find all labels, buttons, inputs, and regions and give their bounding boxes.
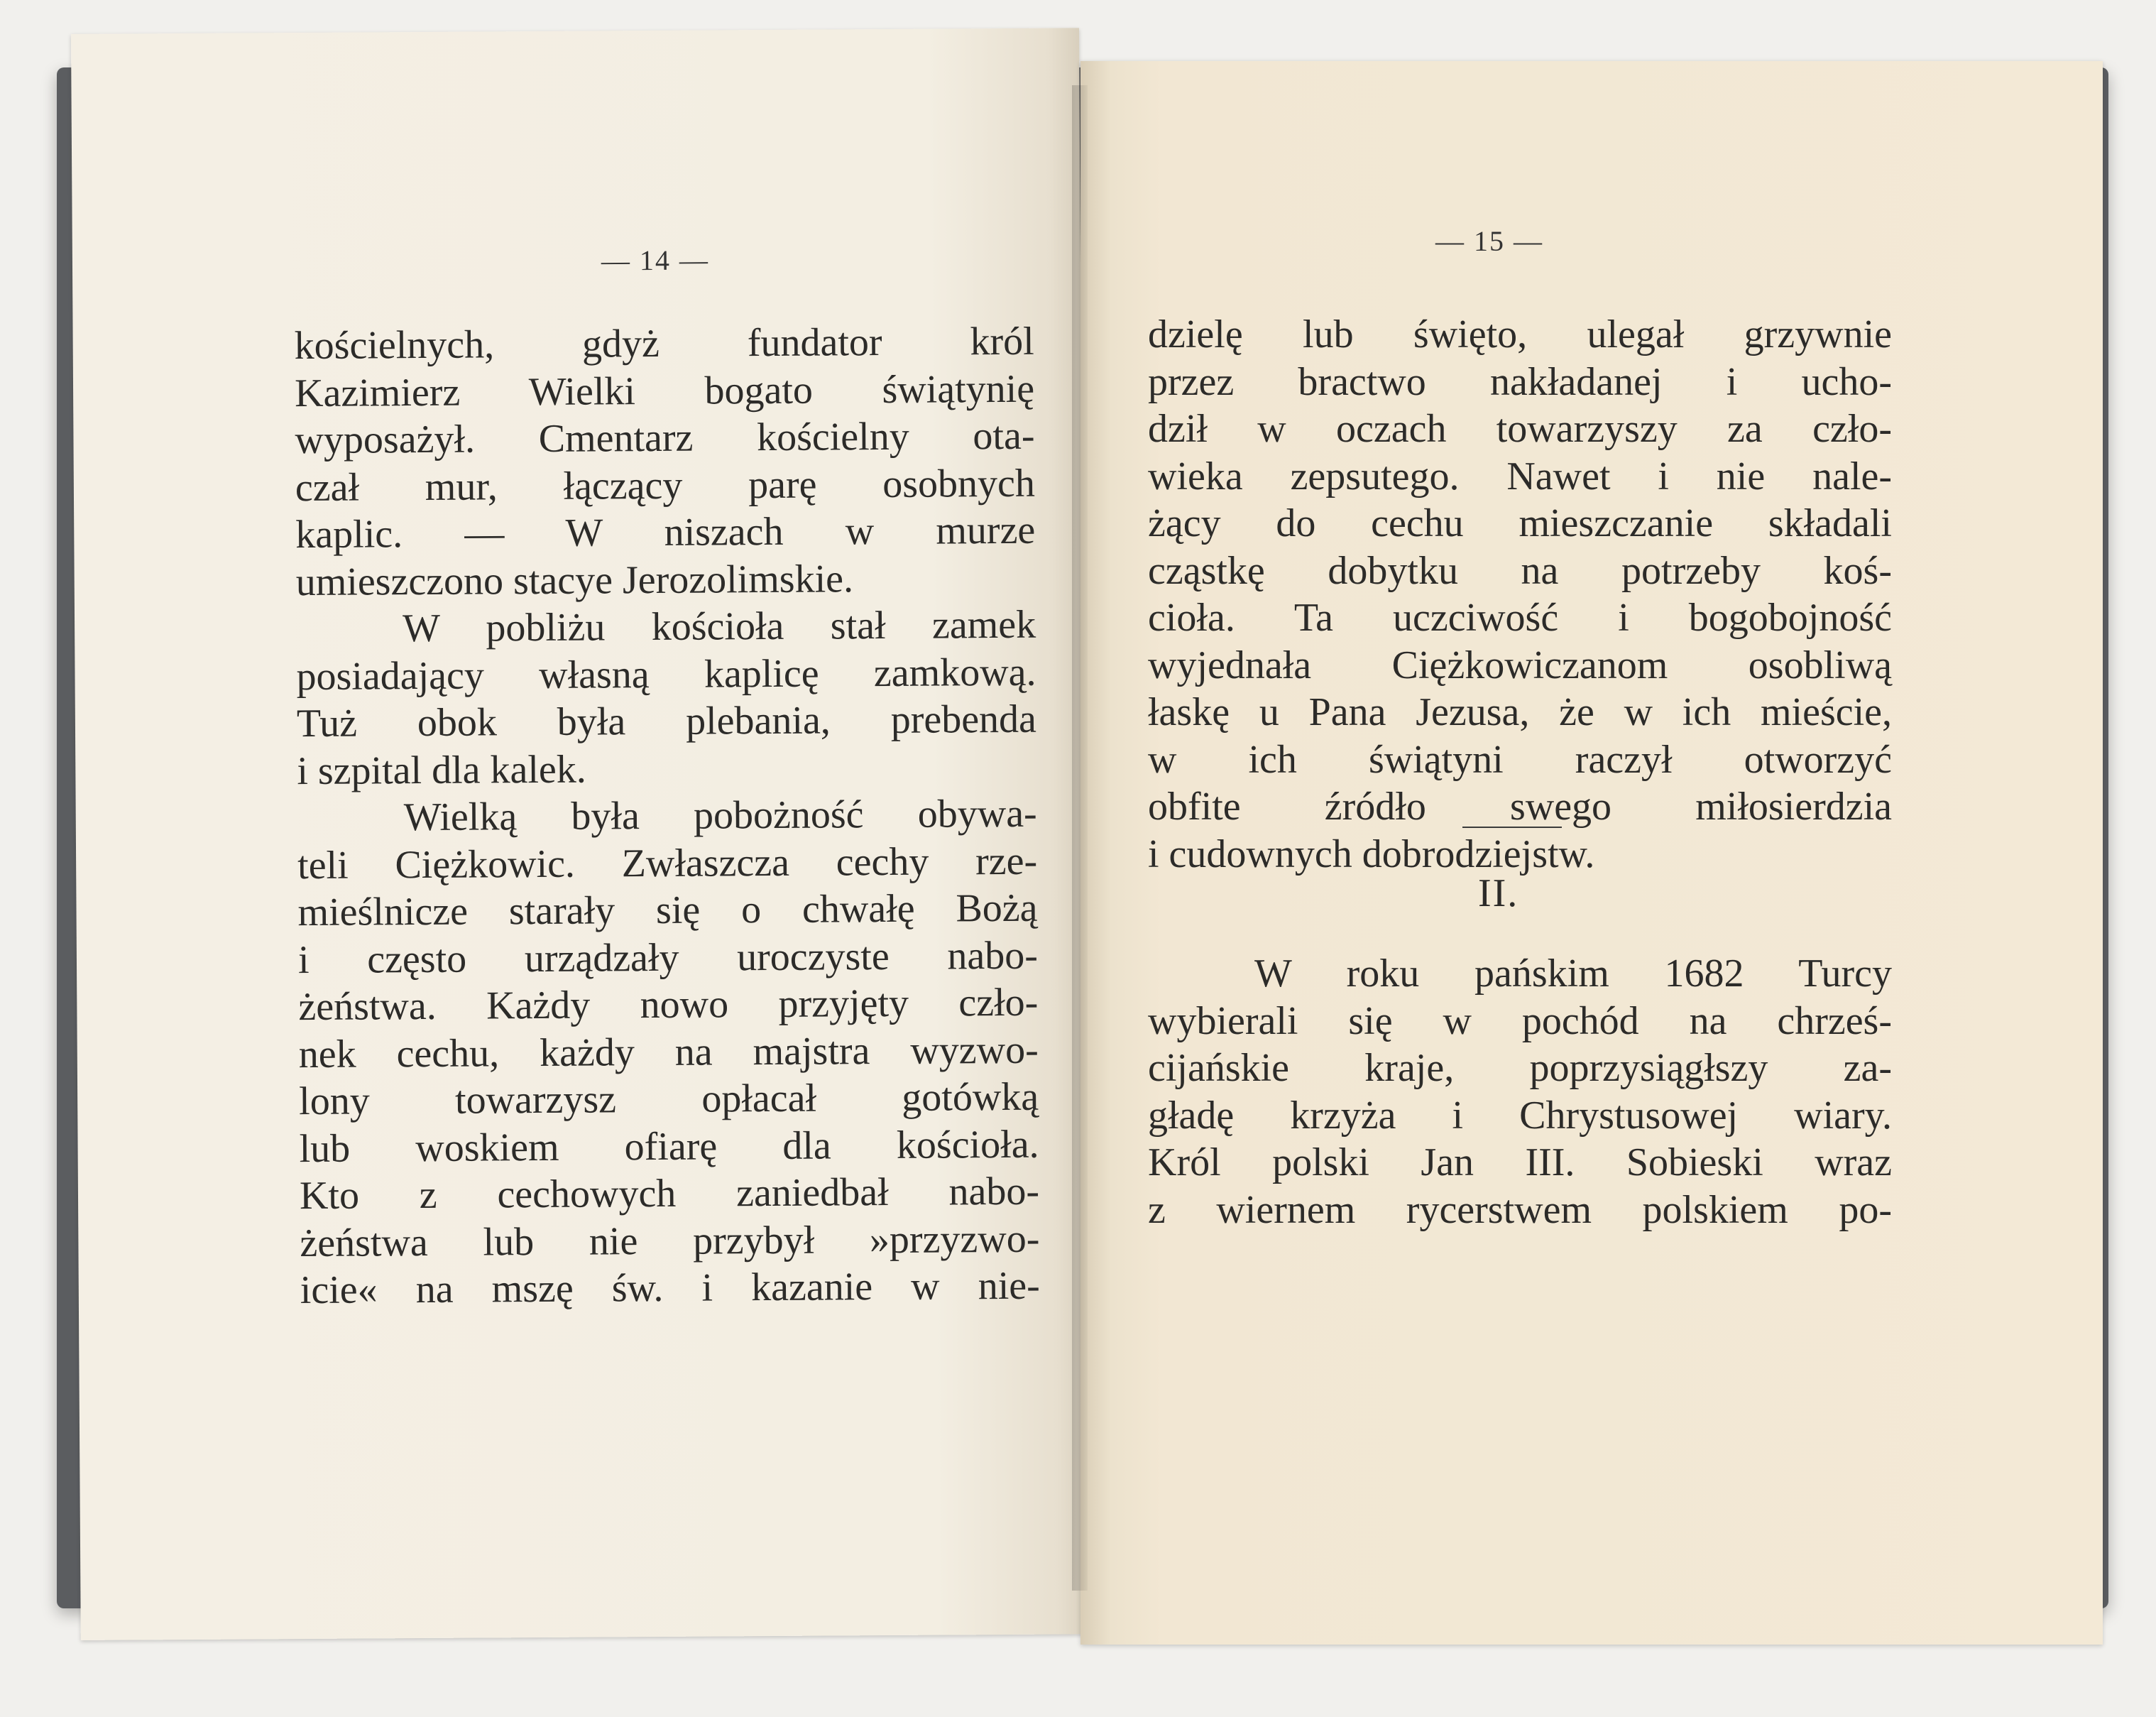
text-line: i szpital dla kalek. [297, 747, 586, 793]
text-line: dził w oczach towarzyszy za czło- [1148, 407, 1892, 451]
right-page [1080, 61, 2103, 1645]
text-line: posiadający własną kaplicę zamkową. [296, 650, 1036, 699]
text-line: W roku pańskim 1682 Turcy [1254, 952, 1892, 996]
text-line: obfite źródło swego miłosierdzia [1148, 785, 1892, 829]
text-line: i cudownych dobrodziejstw. [1148, 832, 1595, 876]
text-line: lony towarzysz opłacał gotówką [298, 1074, 1039, 1124]
spine-shadow [1072, 85, 1088, 1591]
text-line: Król polski Jan III. Sobieski wraz [1148, 1140, 1892, 1184]
text-line: dzielę lub święto, ulegał grzywnie [1148, 312, 1892, 356]
text-line: kaplic. — W niszach w murze [295, 508, 1036, 557]
text-line: nek cechu, każdy na majstra wyzwo- [298, 1028, 1039, 1076]
text-line: przez bractwo nakładanej i ucho- [1148, 359, 1892, 404]
text-line: mieślnicze starały się o chwałę Bożą [297, 885, 1038, 935]
text-line: i często urządzały uroczyste nabo- [297, 933, 1039, 982]
text-line: wyposażył. Cmentarz kościelny ota- [295, 413, 1035, 463]
text-line: Kazimierz Wielki bogato świątynię [294, 366, 1035, 415]
text-line: Wielką była pobożność obywa- [403, 791, 1037, 840]
text-line: kościelnych, gdyż fundator król [294, 319, 1034, 369]
text-line: z wiernem rycerstwem polskiem po- [1148, 1187, 1892, 1232]
text-line: czał mur, łączący parę osobnych [295, 461, 1036, 510]
text-line: wybierali się w pochód na chrześ- [1148, 998, 1892, 1043]
text-line: teli Ciężkowic. Zwłaszcza cechy rze- [297, 839, 1038, 888]
section-heading: II. [1478, 871, 1519, 915]
text-line: cijańskie kraje, poprzysiągłszy za- [1148, 1046, 1892, 1090]
text-line: umieszczono stacye Jerozolimskie. [295, 556, 854, 604]
text-line: icie« na mszę św. i kazanie w nie- [300, 1263, 1040, 1313]
text-line: łaskę u Pana Jezusa, że w ich mieście, [1148, 690, 1892, 734]
page-number-left: — 14 — [601, 244, 710, 277]
text-line: w ich świątyni raczył otworzyć [1148, 737, 1892, 782]
text-line: gładę krzyża i Chrystusowej wiary. [1148, 1093, 1892, 1138]
left-page-text [294, 318, 1040, 1314]
text-line: Kto z cechowych zaniedbał nabo- [299, 1169, 1040, 1219]
text-line: żeństwa. Każdy nowo przyjęty czło- [298, 980, 1039, 1030]
right-page-text [1148, 311, 1892, 878]
text-line: W pobliżu kościoła stał zamek [402, 602, 1036, 651]
text-line: wieka zepsutego. Nawet i nie nale- [1148, 454, 1892, 498]
text-line: wyjednała Ciężkowiczanom osobliwą [1148, 643, 1892, 687]
text-line: Tuż obok była plebania, prebenda [296, 697, 1037, 746]
text-line: żący do cechu mieszczanie składali [1148, 501, 1892, 545]
page-number-right: — 15 — [1435, 225, 1543, 257]
right-page-text-continued [1148, 950, 1892, 1233]
text-line: lub woskiem ofiarę dla kościoła. [299, 1122, 1039, 1171]
text-line: cząstkę dobytku na potrzeby koś- [1148, 548, 1892, 593]
section-divider [1462, 827, 1562, 828]
text-line: cioła. Ta uczciwość i bogobojność [1148, 596, 1892, 640]
text-line: żeństwa lub nie przybył »przyzwo- [300, 1216, 1040, 1265]
left-page [71, 28, 1089, 1640]
